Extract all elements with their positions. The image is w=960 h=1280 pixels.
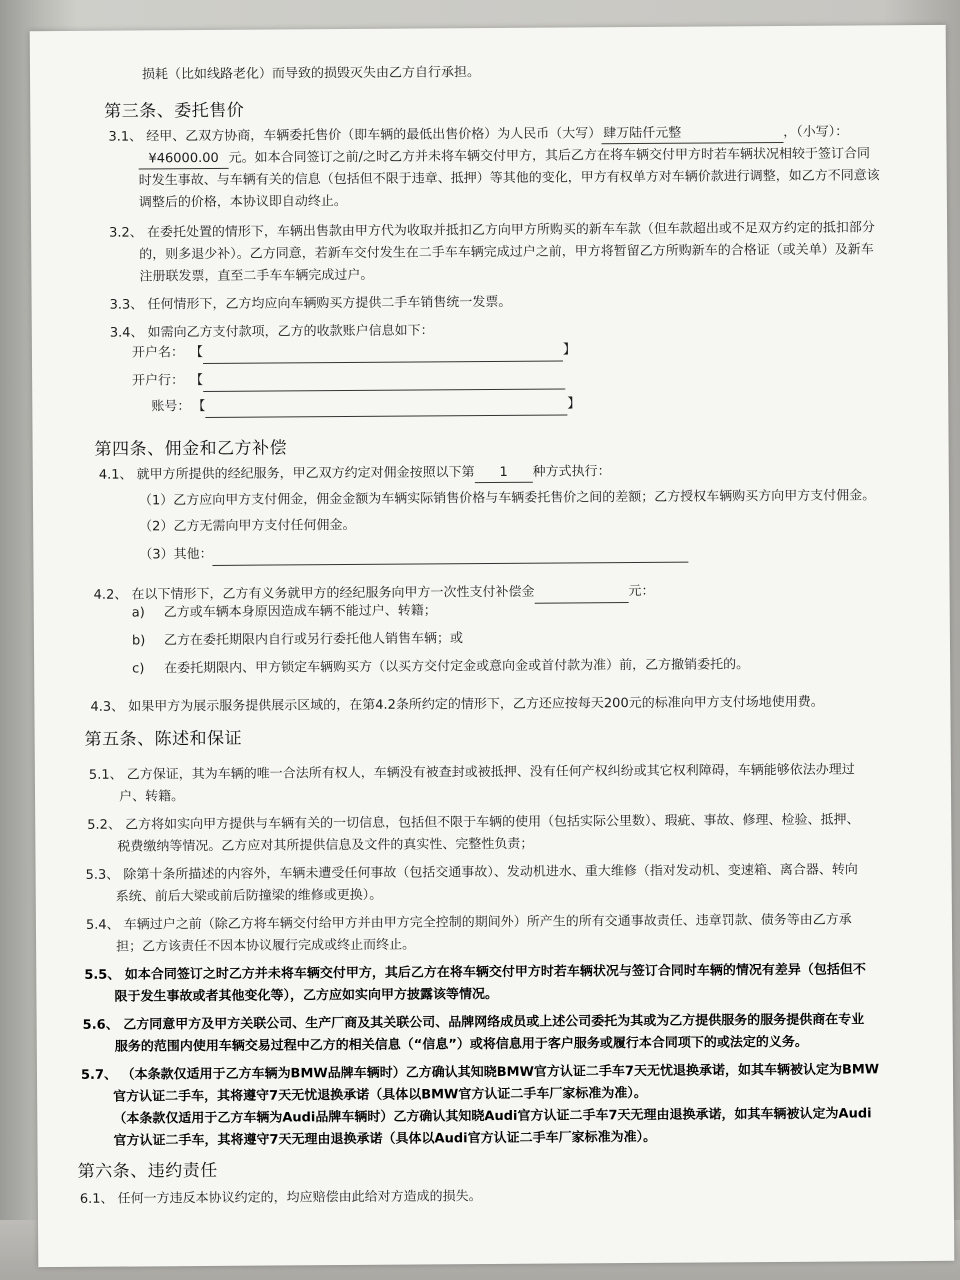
left-bracket: 【 [190, 373, 204, 389]
clause-5-3-line1: 5.3、 除第十条所描述的内容外，车辆未遭受任何事故（包括交通事故）、发动机进水、重大维修（指对发动机、变速箱、离合器、转向 [85, 862, 858, 883]
clause-3-1-text-a: 3.1、 经甲、乙双方协商，车辆委托售价（即车辆的最低出售价格）为人民币（大写） [108, 126, 602, 145]
clause-4-1-text-b: 种方式执行： [532, 464, 611, 480]
clause-3-2-line1: 3.2、 在委托处置的情形下，车辆出售款由甲方代为收取并抵扣乙方向甲方所购买的新车车款（但车款超出或不足双方约定的抵扣部分 [109, 220, 875, 241]
commission-option-1: （1）乙方应向甲方支付佣金，佣金金额为车辆实际销售价格与车辆委托售价之间的差额；乙方授权车辆购买方向甲方支付佣金。 [138, 488, 876, 509]
commission-option-3 [139, 541, 688, 567]
clause-4-2-b [132, 628, 463, 652]
section4-title: 第四条、佣金和乙方补偿 [94, 438, 288, 460]
clause-3-1-text-b: ，（小写）： [783, 124, 849, 140]
clause-5-4-line1: 5.4、 车辆过户之前（除乙方将车辆交付给甲方并由甲方完全控制的期间外）所产生的所有交通事故责任、违章罚款、债务等由乙方承 [85, 912, 852, 933]
item-b-mark: b) [131, 633, 146, 649]
clause-4-1-text-a: 4.1、 就甲方所提供的经纪服务，甲乙双方约定对佣金按照以下第 [98, 465, 475, 483]
clause-5-2-line2: 税费缴纳等情况。乙方应对其所提供信息及文件的真实性、完整性负责； [117, 836, 534, 855]
clause-5-3-line2: 系统、前后大梁或前后防撞梁的维修或更换）。 [115, 887, 383, 905]
account-line [205, 398, 567, 418]
clause-5-2-line1: 5.2、 乙方将如实向甲方提供与车辆有关的一切信息，包括但不限于车辆的使用（包括实际公里数）、瑕疵、事故、修理、检验、抵押、 [87, 812, 860, 833]
commission-option-3-label: （3）其他： [139, 546, 213, 563]
clause-3-4-line1: 3.4、 如需向乙方支付款项，乙方的收款账户信息如下： [109, 323, 434, 341]
clause-3-1-line3: 时发生事故、与车辆有关的信息（包括但不限于违章、抵押）等其他的变化，甲方有权单方对车辆价款进行调整，如乙方不同意该 [138, 168, 880, 189]
top-line: 损耗（比如线路老化）而导致的损毁灭失由乙方自行承担。 [141, 65, 481, 83]
clause-4-1-line1 [99, 461, 611, 487]
clause-5-5-line1: 5.5、 如本合同签订之时乙方并未将车辆交付甲方，其后乙方在将车辆交付甲方时若车辆状况与签订合同时车辆的情况有差异（包括但不 [84, 962, 866, 983]
clause-4-2-c [132, 654, 749, 680]
clause-5-6-line2: 服务的范围内使用车辆交易过程中乙方的相关信息（“信息”）或将信息用于客户服务或履行本合同项下的或法定的义务。 [114, 1034, 808, 1055]
section5-title: 第五条、陈述和保证 [84, 728, 243, 750]
amount-upper-field: 肆万陆仟元整 [601, 124, 783, 144]
clause-4-2-text-a: 4.2、 在以下情形下，乙方有义务就甲方的经纪服务向甲方一次性支付补偿金 [93, 584, 535, 603]
right-bracket: 】 [562, 342, 577, 358]
other-line [213, 546, 689, 566]
clause-3-1-text-c: 元。如本合同签订之前/之时乙方并未将车辆交付甲方，其后乙方在将车辆交付甲方时若车辆状况相较于签订合同 [228, 146, 871, 166]
clause-5-4-line2: 担；乙方该责任不因本协议履行完成或终止而终止。 [116, 937, 416, 955]
clause-4-2-a [132, 600, 437, 624]
item-a-mark: a) [131, 605, 145, 621]
bank-label: 开户行： [132, 373, 185, 389]
clause-4-3: 4.3、 如果甲方为展示服务提供展示区域的，在第4.2条所约定的情形下，乙方还应按每天200元的标准向甲方支付场地使用费。 [90, 694, 824, 715]
clause-6-1: 6.1、 任何一方违反本协议约定的，均应赔偿由此给对方造成的损失。 [79, 1189, 482, 1207]
bank-name-label: 开户名： [131, 345, 185, 361]
left-bracket: 【 [192, 398, 206, 415]
bank-line [203, 372, 565, 392]
left-bracket: 【 [189, 345, 204, 361]
clause-5-1-line2: 户、转籍。 [118, 789, 185, 805]
item-c-text: 在委托期限内、甲方锁定车辆购买方（以买方交付定金或意向金或首付款为准）前，乙方撤销委托的。 [164, 657, 750, 677]
clause-5-7-line2: 官方认证二手车，其将遵守7天无忧退换承诺（具体以BMW官方认证二手车厂家标准为准）。 [113, 1085, 647, 1105]
contract-page [30, 25, 955, 1267]
clause-3-2-line2: 的，则多退少补）。乙方同意，若新车交付发生在二手车车辆完成过户之前，甲方将暂留乙方所购新车的合格证（或关单）及新车 [139, 242, 874, 263]
section3-title: 第三条、委托售价 [104, 100, 245, 122]
compensation-line [534, 586, 628, 604]
page-content [30, 25, 955, 1267]
right-bracket: 】 [567, 396, 581, 412]
clause-5-7-line3: （本条款仅适用于乙方车辆为Audi品牌车辆时）乙方确认其知晓Audi官方认证二手车7天无理由退换承诺，如其车辆被认定为Audi [113, 1106, 872, 1127]
account-row [132, 393, 580, 418]
commission-option-2: （2）乙方无需向甲方支付任何佣金。 [139, 517, 356, 535]
clause-3-3: 3.3、 任何情形下，乙方均应向车辆购买方提供二手车销售统一发票。 [109, 294, 512, 313]
clause-3-1-line4: 调整后的价格，本协议即自动终止。 [138, 194, 347, 211]
clause-5-7-line1: 5.7、 （本条款仅适用于乙方车辆为BMW品牌车辆时）乙方确认其知晓BMW官方认证二手车7天无忧退换承诺，如其车辆被认定为BMW [80, 1062, 880, 1083]
bank-row [132, 367, 565, 392]
item-b-text: 乙方在委托期限内自行或另行委托他人销售车辆；或 [163, 631, 464, 649]
amount-lower-field: ¥46000.00 [139, 150, 229, 170]
clause-5-1-line1: 5.1、 乙方保证，其为车辆的唯一合法所有权人，车辆没有被查封或被抵押、没有任何产权纠纷或其它权利障碍，车辆能够依法办理过 [88, 762, 855, 783]
account-label: 账号： [151, 399, 191, 415]
clause-5-7-line4: 官方认证二手车，其将遵守7天无理由退换承诺（具体以Audi官方认证二手车厂家标准为准）。 [113, 1129, 657, 1149]
commission-option-field: 1 [475, 464, 533, 483]
item-a-text: 乙方或车辆本身原因造成车辆不能过户、转籍； [163, 603, 437, 621]
section6-title: 第六条、违约责任 [77, 1160, 218, 1182]
bank-name-line [203, 344, 563, 364]
clause-5-6-line1: 5.6、 乙方同意甲方及甲方关联公司、生产厂商及其关联公司、品牌网络成员或上述公司委托为其或为乙方提供服务的服务提供商在专业 [82, 1012, 865, 1033]
item-c-mark: c) [132, 661, 145, 677]
clause-5-5-line2: 限于发生事故或者其他变化等），乙方应如实向甲方披露该等情况。 [114, 986, 499, 1005]
clause-4-2-text-b: 元： [628, 583, 655, 600]
bank-name-row [132, 339, 576, 364]
clause-3-2-line3: 注册联发票，直至二手车车辆完成过户。 [139, 267, 374, 285]
